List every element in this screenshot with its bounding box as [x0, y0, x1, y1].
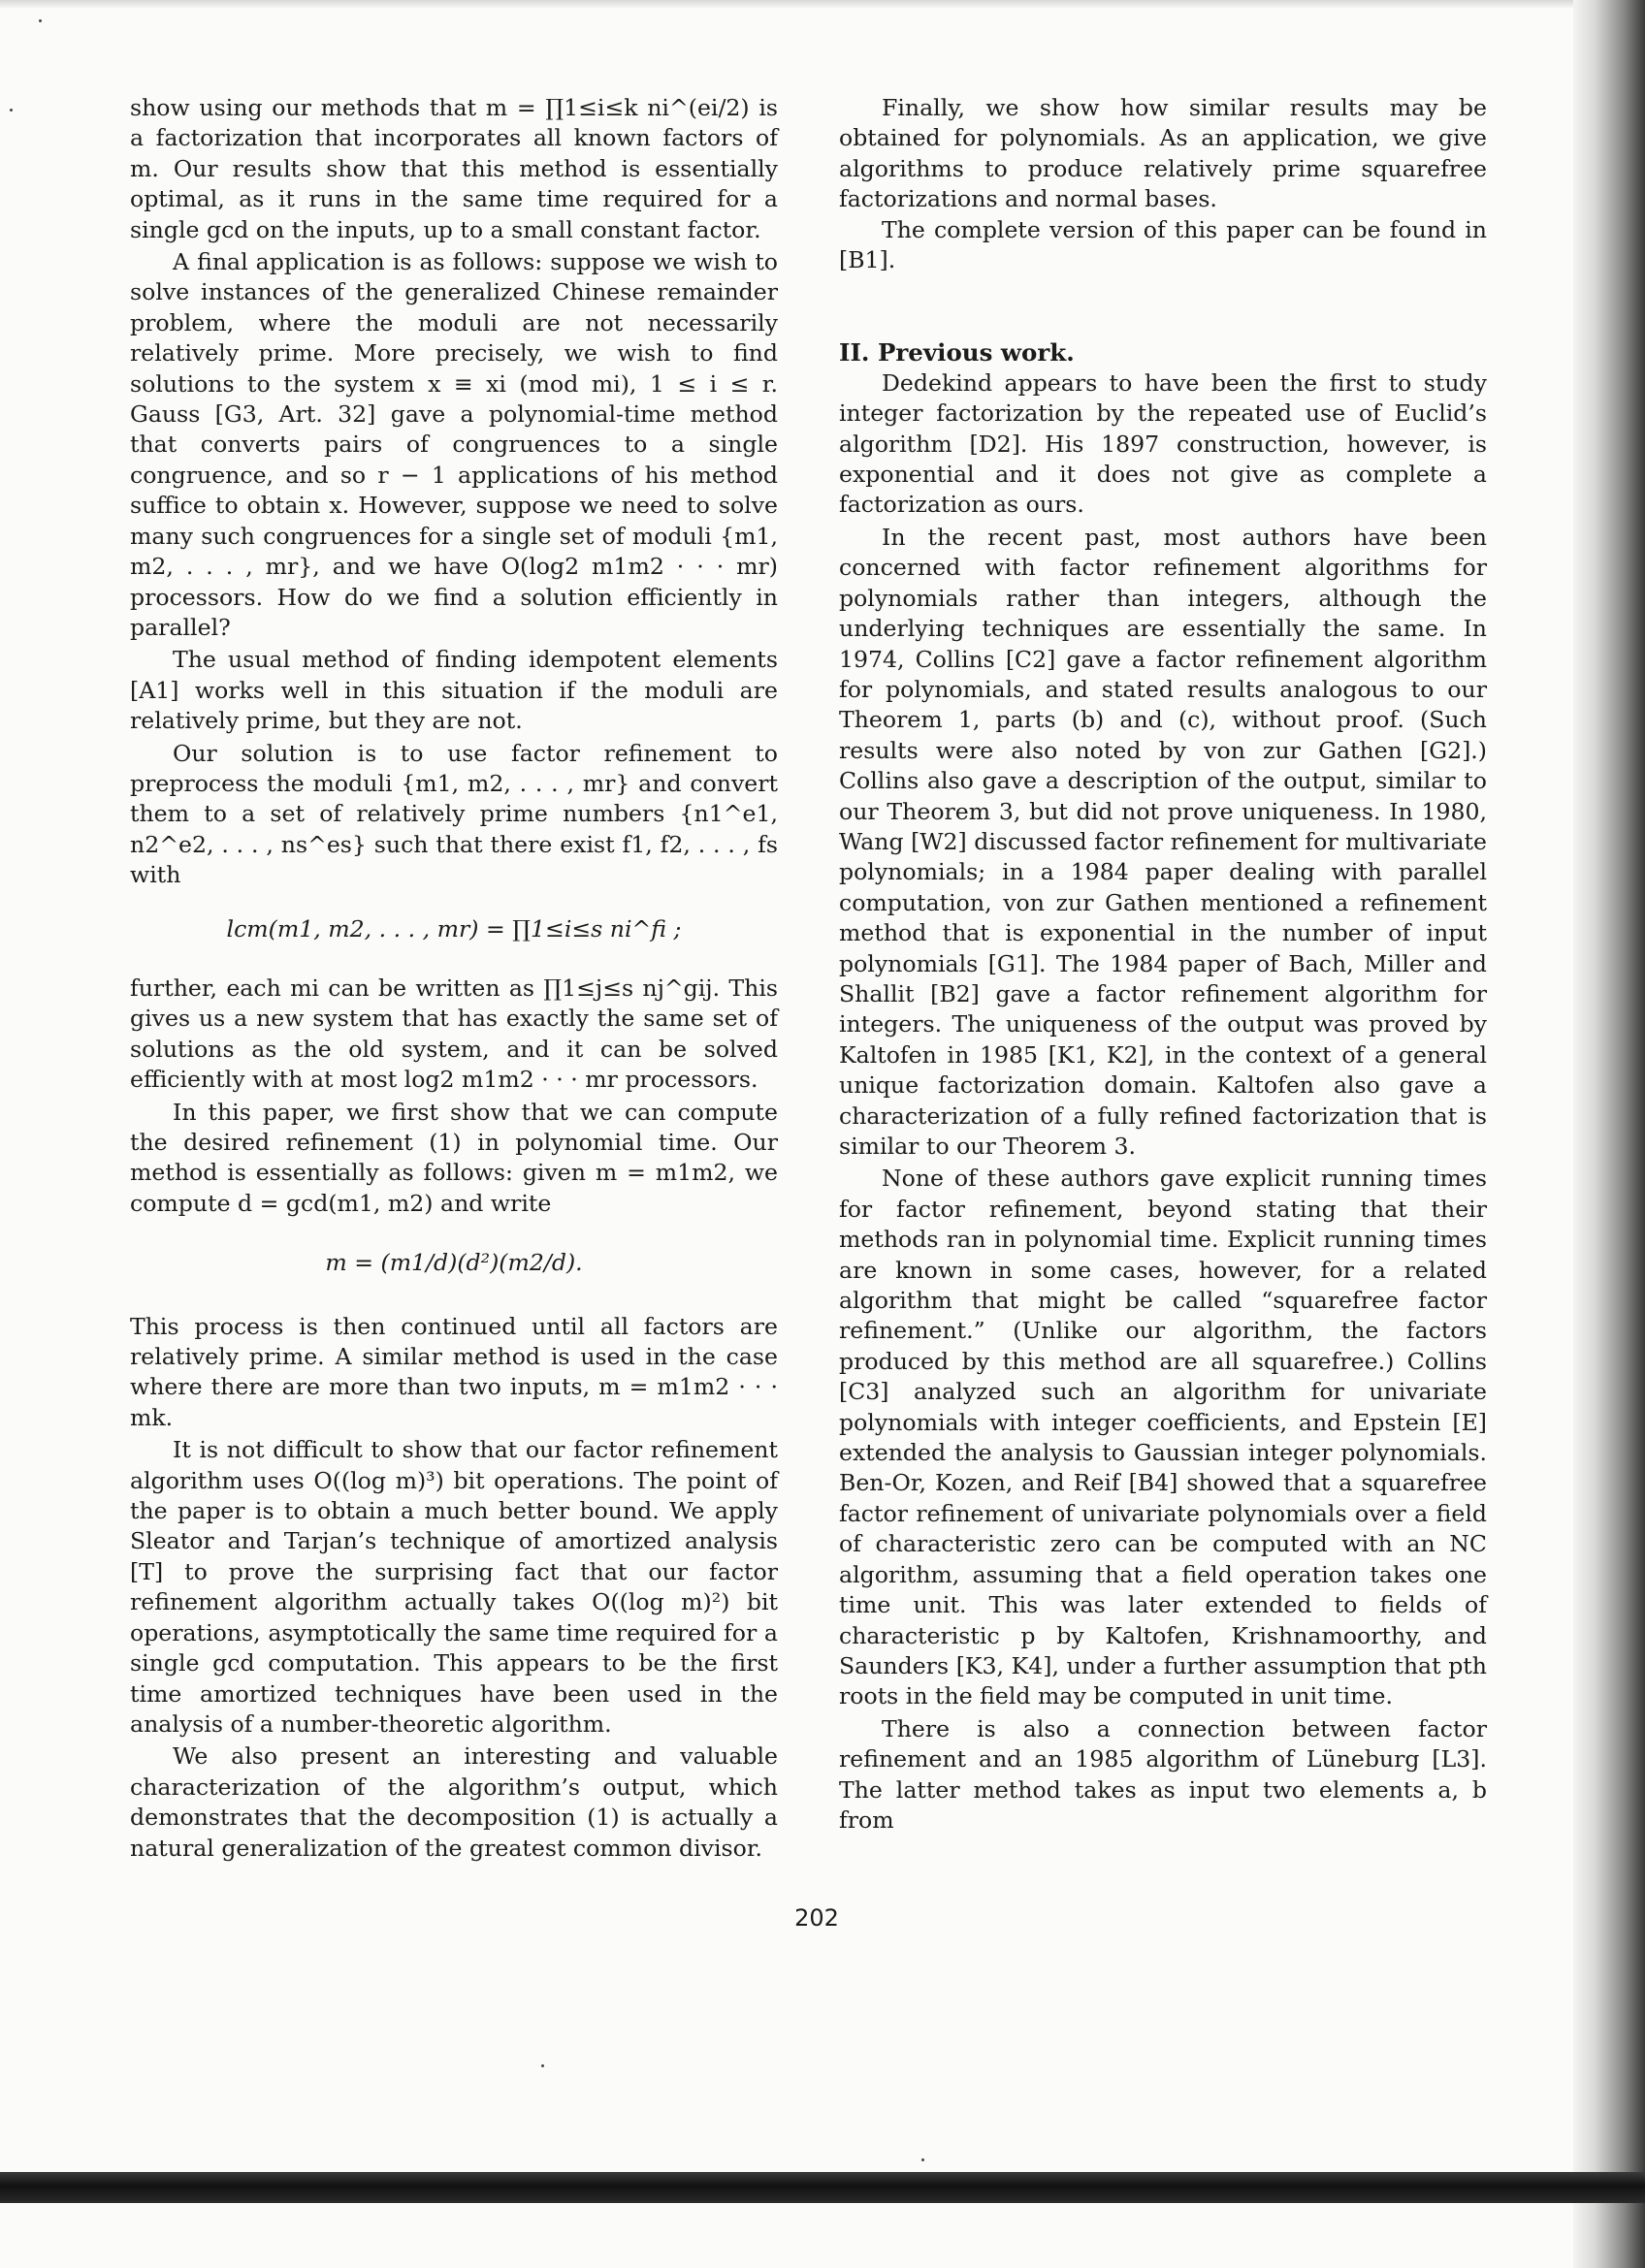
left-paragraph-8: It is not difficult to show that our factor refinement algorithm uses O((log m)³) bit operations. The point of the paper is to obtain a much better bound. We apply Sleator and Tarjan’s technique of amortized analysis [T] to prove the surprising fact that our factor refinement algorithm actually takes O((log m)²) bit operations, asymptotically the same time required for a single gcd computation. This appears to be the first time amortized techniques have been used in the analysis of a number-theoretic algorithm. — [130, 1436, 778, 1738]
equation-m-decomposition: m = (m1/d)(d²)(m2/d). — [325, 1249, 583, 1277]
scan-speck — [921, 2158, 924, 2161]
right-paragraph-5: None of these authors gave explicit running times for factor refinement, beyond stating that their methods ran in polynomial time. Explicit running times are known in some cases, however, for a related algorithm that might be called “squarefree factor refinement.” (Unlike our algorithm, the factors produced by this method are all squarefree.) Collins [C3] analyzed such an algorithm for univariate polynomials with integer coefficients, and Epstein [E] extended the analysis to Gaussian integer polynomials. Ben-Or, Kozen, and Reif [B4] showed that a squarefree factor refinement of univariate polynomials over a field of characteristic zero can be computed with an NC algorithm, assuming that a field operation takes one time unit. This was later extended to fields of characteristic p by Kaltofen, Krishnamoorthy, and Saunders [K3, K4], under a further assumption that pth roots in the field may be computed in unit time. — [839, 1165, 1487, 1710]
right-paragraph-3: Dedekind appears to have been the first to study integer factorization by the repeated use of Euclid’s algorithm [D2]. His 1897 construction, however, is exponential and it does not give as complete a factorization as ours. — [839, 368, 1487, 519]
scan-right-edge — [1573, 0, 1645, 2268]
scan-speck — [10, 109, 13, 112]
left-paragraph-7: This process is then continued until all factors are relatively prime. A similar method is used in the case where there are more than two inputs, m = m1m2 · · · mk. — [130, 1312, 778, 1431]
left-column — [130, 93, 778, 1864]
left-paragraph-2: A final application is as follows: suppose we wish to solve instances of the generalized Chinese remainder problem, where the moduli are not necessarily relatively prime. More precisely, we wish to find solutions to the system x ≡ xi (mod mi), 1 ≤ i ≤ r. Gauss [G3, Art. 32] gave a polynomial-time method that converts pairs of congruences to a single congruence, and so r − 1 applications of his method suffice to obtain x. However, suppose we need to solve many such congruences for a single set of moduli {m1, m2, . . . , mr}, and we have O(log2 m1m2 · · · mr) processors. How do we find a solution efficiently in parallel? — [130, 248, 778, 641]
left-paragraph-3: The usual method of finding idempotent elements [A1] works well in this situation if the moduli are relatively prime, but they are not. — [130, 646, 778, 735]
right-paragraph-1: Finally, we show how similar results may be obtained for polynomials. As an application, we give algorithms to produce relatively prime squarefree factorizations and normal bases. — [839, 94, 1487, 213]
right-paragraph-2: The complete version of this paper can be found in [B1]. — [839, 215, 1487, 274]
page-number: 202 — [794, 1904, 839, 1932]
scan-bottom-bar — [0, 2172, 1645, 2203]
scan-speck — [39, 19, 42, 22]
left-paragraph-4: Our solution is to use factor refinement to preprocess the moduli {m1, m2, . . . , mr} and convert them to a set of relatively prime numbers {n1^e1, n2^e2, . . . , ns^es} such that there exist f1, f2, . . . , fs with — [130, 739, 778, 889]
right-paragraph-4: In the recent past, most authors have been concerned with factor refinement algorithms for polynomials rather than integers, although the underlying techniques are essentially the same. In 1974, Collins [C2] gave a factor refinement algorithm for polynomials, and stated results analogous to our Theorem 1, parts (b) and (c), without proof. (Such results were also noted by von zur Gathen [G2].) Collins also gave a description of the output, similar to our Theorem 3, but did not prove uniqueness. In 1980, Wang [W2] discussed factor refinement for multivariate polynomials; in a 1984 paper dealing with parallel computation, von zur Gathen mentioned a refinement method that is exponential in the number of input polynomials [G1]. The 1984 paper of Bach, Miller and Shallit [B2] gave a factor refinement algorithm for integers. The uniqueness of the output was proved by Kaltofen in 1985 [K1, K2], in the context of a general unique factorization domain. Kaltofen also gave a characterization of a fully refined factorization that is similar to our Theorem 3. — [839, 523, 1487, 1160]
right-column — [839, 93, 1487, 1836]
equation-lcm: lcm(m1, m2, . . . , mr) = ∏1≤i≤s ni^fi ; — [226, 914, 682, 942]
right-paragraph-6: There is also a connection between factor refinement and an 1985 algorithm of Lüneburg [L3]. The latter method takes as input two elements a, b from — [839, 1714, 1487, 1834]
left-paragraph-6: In this paper, we first show that we can compute the desired refinement (1) in polynomial time. Our method is essentially as follows: given m = m1m2, we compute d = gcd(m1, m2) and write — [130, 1098, 778, 1217]
scan-top-edge — [0, 0, 1645, 8]
scan-speck — [541, 2064, 544, 2067]
left-paragraph-9: We also present an interesting and valuable characterization of the algorithm’s output, which demonstrates that the decomposition (1) is actually a natural generalization of the greatest common divisor. — [130, 1742, 778, 1862]
left-paragraph-5: further, each mi can be written as ∏1≤j≤s nj^gij. This gives us a new system that has exactly the same set of solutions as the old system, and it can be solved efficiently with at most log2 m1m2 · · · mr processors. — [130, 974, 778, 1094]
left-paragraph-1: show using our methods that m = ∏1≤i≤k ni^(ei/2) is a factorization that incorporates all known factors of m. Our results show that this method is essentially optimal, as it runs in the same time required for a single gcd on the inputs, up to a small constant factor. — [130, 94, 778, 243]
section-heading: II. Previous work. — [839, 338, 1075, 367]
